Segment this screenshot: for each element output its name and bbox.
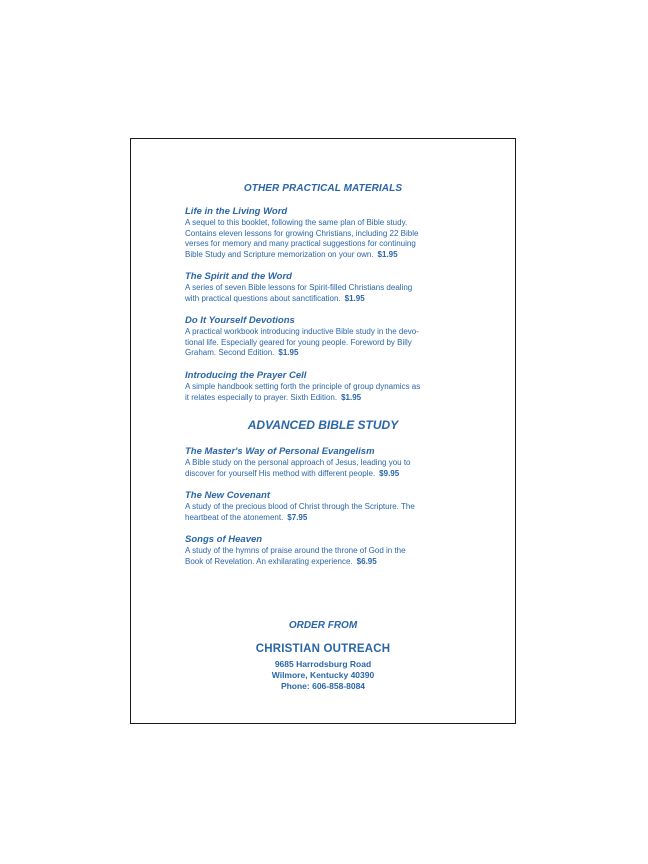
item-price: $1.95 xyxy=(344,293,365,303)
desc-line: with practical questions about sanctification. xyxy=(185,293,341,303)
item-introducing-the-prayer-cell xyxy=(185,370,475,403)
desc-line: A study of the precious blood of Christ through the Scripture. The xyxy=(185,502,415,511)
desc-line: A Bible study on the personal approach of Jesus, leading you to xyxy=(185,458,411,467)
desc-line: tional life. Especially geared for young people. Foreword by Billy xyxy=(185,337,412,347)
desc-line: heartbeat of the atonement. xyxy=(185,512,284,522)
item-price: $1.95 xyxy=(278,348,299,357)
street-address: 9685 Harrodsburg Road xyxy=(274,659,372,669)
city-state-zip: Wilmore, Kentucky 40390 xyxy=(271,670,375,680)
item-masters-way xyxy=(185,446,475,479)
desc-line: A sequel to this booklet, following the same plan of Bible study. xyxy=(185,218,408,227)
item-description xyxy=(185,327,475,359)
item-title: The New Covenant xyxy=(185,490,270,501)
item-price: $1.95 xyxy=(377,249,398,259)
item-description xyxy=(185,382,475,403)
item-title: Do It Yourself Devotions xyxy=(185,315,295,326)
desc-line: Graham. Second Edition. xyxy=(185,348,275,357)
item-title: Introducing the Prayer Cell xyxy=(185,370,307,381)
desc-line: Contains eleven lessons for growing Christians, including 22 Bible xyxy=(185,228,419,238)
item-title: The Spirit and the Word xyxy=(185,271,292,282)
item-price: $1.95 xyxy=(341,392,362,402)
desc-line: A simple handbook setting forth the principle of group dynamics as xyxy=(185,382,421,391)
item-the-spirit-and-the-word xyxy=(185,271,475,304)
item-description xyxy=(185,283,475,304)
page-sheet xyxy=(130,138,516,724)
item-the-new-covenant xyxy=(185,490,475,523)
item-price: $9.95 xyxy=(379,468,400,478)
other-materials-heading: OTHER PRACTICAL MATERIALS xyxy=(243,183,403,194)
desc-line: it relates especially to prayer. Sixth Edition. xyxy=(185,392,338,402)
item-description xyxy=(185,218,475,260)
desc-line: A study of the hymns of praise around the throne of God in the xyxy=(185,546,406,555)
item-price: $6.95 xyxy=(356,556,377,566)
desc-line: A practical workbook introducing inductive Bible study in the devo- xyxy=(185,327,419,336)
desc-line: Bible Study and Scripture memorization on your own. xyxy=(185,249,374,259)
advanced-study-heading: ADVANCED BIBLE STUDY xyxy=(247,418,399,432)
desc-line: Book of Revelation. An exhilarating experience. xyxy=(185,556,353,566)
item-title: Songs of Heaven xyxy=(185,534,263,545)
order-from-heading: ORDER FROM xyxy=(288,620,358,631)
desc-line: A series of seven Bible lessons for Spirit-filled Christians dealing xyxy=(185,283,413,292)
desc-line: discover for yourself His method with different people. xyxy=(185,468,376,478)
item-title: Life in the Living Word xyxy=(185,206,288,217)
item-songs-of-heaven xyxy=(185,534,475,567)
item-description xyxy=(185,458,475,479)
item-price: $7.95 xyxy=(287,512,308,522)
desc-line: verses for memory and many practical suggestions for continuing xyxy=(185,239,416,248)
item-life-in-the-living-word xyxy=(185,206,475,260)
item-description xyxy=(185,546,475,567)
item-do-it-yourself-devotions xyxy=(185,315,475,359)
phone-number: Phone: 606-858-8084 xyxy=(280,681,366,691)
item-title: The Master's Way of Personal Evangelism xyxy=(185,446,375,457)
organization-name: CHRISTIAN OUTREACH xyxy=(255,643,391,655)
item-description xyxy=(185,502,475,523)
